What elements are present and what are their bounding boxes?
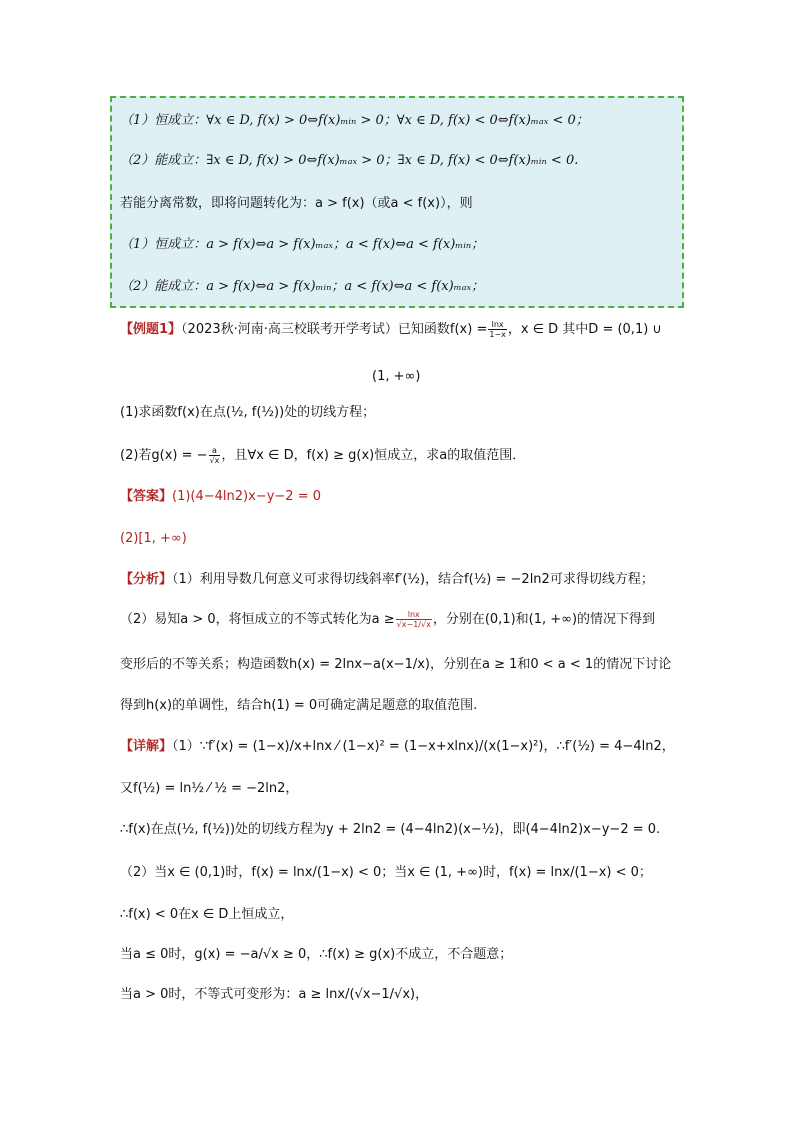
answer-1: (1)(4−4ln2)x−y−2 = 0 bbox=[172, 489, 322, 504]
detail-label: 【详解】 bbox=[120, 739, 173, 754]
box-line-3: 若能分离常数，即将问题转化为：a > f(x)（或a < f(x)），则 bbox=[120, 196, 473, 211]
frac-num: lnx bbox=[488, 320, 507, 330]
detail-line-5: ∴f(x) < 0在x ∈ D上恒成立， bbox=[120, 907, 294, 922]
answer-label: 【答案】 bbox=[120, 489, 173, 504]
analysis-p2-end: ，分别在(0,1)和(1, +∞)的情况下得到 bbox=[432, 612, 656, 627]
example-condition: ，x ∈ D 其中D = (0,1) ∪ bbox=[507, 322, 662, 337]
detail-line-3: ∴f(x)在点(½, f(½))处的切线方程为y + 2ln2 = (4−4ln2)(x−½)，即(4−4ln2)x−y−2 = 0. bbox=[120, 822, 661, 837]
answer-2: (2)[1, +∞) bbox=[120, 531, 187, 546]
example-fraction bbox=[488, 320, 507, 339]
example-tag: 【例题1】 bbox=[120, 322, 182, 337]
example-line bbox=[120, 320, 662, 339]
analysis-p1: （1）利用导数几何意义可求得切线斜率f′(½)，结合f(½) = −2ln2可求得切线方程； bbox=[172, 572, 654, 587]
analysis-line-2 bbox=[120, 610, 655, 629]
detail-line-6: 当a ≤ 0时，g(x) = −a/√x ≥ 0，∴f(x) ≥ g(x)不成立，不合题意； bbox=[120, 947, 513, 962]
analysis-p2-start: （2）易知a > 0，将恒成立的不等式转化为a ≥ bbox=[120, 612, 395, 627]
frac-den: √x−1/√x bbox=[396, 620, 431, 629]
question-2-fraction bbox=[209, 446, 221, 465]
frac-num: lnx bbox=[396, 610, 432, 620]
detail-line-1 bbox=[120, 738, 675, 756]
detail-d1: （1）∵f′(x) = (1−x)/x+lnx ⁄ (1−x)² = (1−x+xlnx)/(x(1−x)²)，∴f′(½) = 4−4ln2， bbox=[172, 739, 675, 754]
detail-line-2: 又f(½) = ln½ ⁄ ½ = −2ln2， bbox=[120, 781, 299, 796]
analysis-line-3: 变形后的不等关系；构造函数h(x) = 2lnx−a(x−1/x)，分别在a ≥ 1和0 < a < 1的情况下讨论 bbox=[120, 657, 672, 672]
frac-den: √x bbox=[209, 456, 220, 465]
analysis-fraction bbox=[396, 610, 432, 629]
question-1: (1)求函数f(x)在点(½, f(½))处的切线方程； bbox=[120, 405, 376, 420]
frac-den: 1−x bbox=[489, 330, 506, 339]
example-source: （2023秋·河南·高三校联考开学考试）已知函数f(x) = bbox=[181, 322, 488, 337]
detail-line-7: 当a > 0时，不等式可变形为：a ≥ lnx/(√x−1/√x)， bbox=[120, 987, 429, 1002]
example-condition-2: (1, +∞) bbox=[372, 369, 421, 384]
analysis-line-4: 得到h(x)的单调性，结合h(1) = 0可确定满足题意的取值范围. bbox=[120, 698, 478, 713]
detail-line-4: （2）当x ∈ (0,1)时，f(x) = lnx/(1−x) < 0；当x ∈ (1, +∞)时，f(x) = lnx/(1−x) < 0； bbox=[120, 865, 652, 880]
answer-line-1 bbox=[120, 488, 321, 506]
question-2-end: ，且∀x ∈ D，f(x) ≥ g(x)恒成立，求a的取值范围． bbox=[221, 448, 526, 463]
box-line-5: （2）能成立：a > f(x)⇔a > f(x)ₘᵢₙ；a < f(x)⇔a < f(x)ₘₐₓ； bbox=[120, 279, 485, 294]
analysis-line-1 bbox=[120, 571, 654, 589]
analysis-label: 【分析】 bbox=[120, 572, 173, 587]
box-line-4: （1）恒成立：a > f(x)⇔a > f(x)ₘₐₓ；a < f(x)⇔a < f(x)ₘᵢₙ； bbox=[120, 237, 485, 252]
frac-num: a bbox=[209, 446, 221, 456]
box-line-1: （1）恒成立：∀x ∈ D, f(x) > 0⇔f(x)ₘᵢₙ > 0；∀x ∈ D, f(x) < 0⇔f(x)ₘₐₓ < 0； bbox=[120, 113, 589, 128]
question-2-start: (2)若g(x) = − bbox=[120, 448, 208, 463]
box-line-2: （2）能成立：∃x ∈ D, f(x) > 0⇔f(x)ₘₐₓ > 0；∃x ∈ D, f(x) < 0⇔f(x)ₘᵢₙ < 0. bbox=[120, 153, 579, 168]
question-2 bbox=[120, 446, 525, 465]
